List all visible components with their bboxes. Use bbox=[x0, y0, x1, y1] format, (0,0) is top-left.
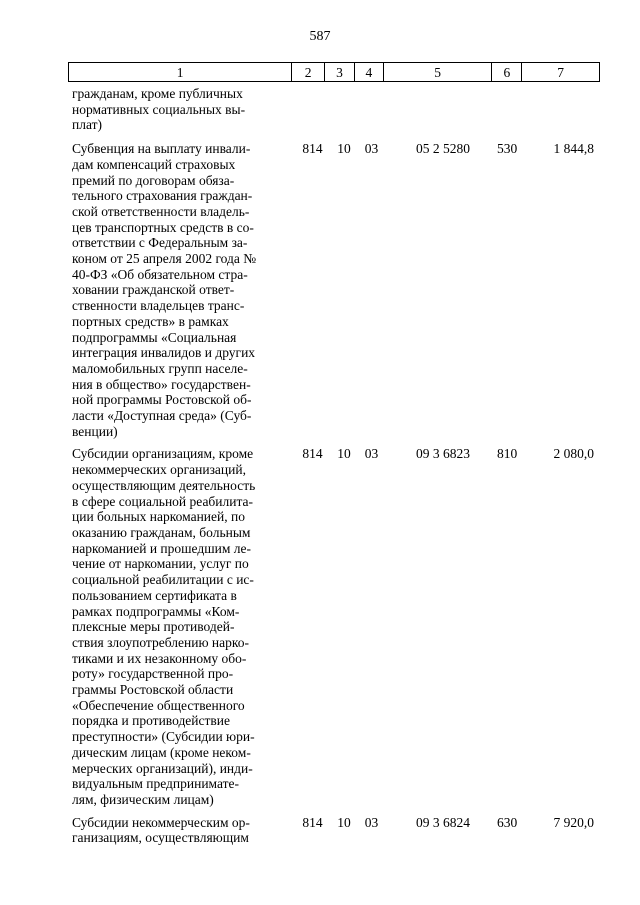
row-description: гражданам, кроме публичных нормативных социальных вы- плат) bbox=[72, 86, 246, 133]
row-code-subsection: 03 bbox=[364, 446, 379, 462]
header-col-5: 5 bbox=[384, 63, 493, 81]
row-code-expense-type bbox=[493, 86, 523, 133]
header-col-3: 3 bbox=[325, 63, 355, 81]
row-code-section: 10 bbox=[337, 814, 351, 830]
header-col-2: 2 bbox=[292, 63, 325, 81]
row-code-subsection: 03 bbox=[364, 814, 379, 830]
row-code-ministry: 814 bbox=[302, 446, 323, 462]
row-code-target bbox=[384, 86, 493, 133]
table-row bbox=[68, 86, 600, 133]
row-code-subsection: 03 bbox=[364, 141, 379, 157]
row-code-target: 09 3 6823 bbox=[416, 446, 470, 462]
row-description: Субвенция на выплату инвали- дам компенсаций страховых премий по договорам обяза- тельного страхования граждан- ской ответственности владель- цев транспортных средств в со- ответствии с Федеральным за- коном от 25 апреля 2002 года № 40-ФЗ «Об обязательном стра- ховании гражданской ответ- ственности владельцев транс- портных средств» в рамках подпрограммы «Социальная интеграция инвалидов и других маломобильных групп населе- ния в общество» государствен- ной программы Ростовской об- ласти «Доступная среда» (Суб- венции) bbox=[72, 141, 257, 439]
row-code-subsection bbox=[355, 86, 384, 133]
row-description: Субсидии организациям, кроме некоммерческих организаций, осуществляющим деятельность в сфере социальной реабилита- ции больных наркоманией, по оказанию гражданам, больным наркоманией и прошедшим ле- чение от наркомании, услуг по социальной реабилитации с ис- пользованием сертификата в рамках подпрограммы «Ком- плексные меры противодей- ствия злоупотреблению нарко- тиками и их незаконному обо- роту» государственной про- граммы Ростовской области «Обеспечение общественного порядка и противодействие преступности» (Субсидии юри- дическим лицам (кроме неком- мерческих организаций), инди- видуальным предпринимате- лям, физическим лицам) bbox=[72, 446, 256, 807]
row-code-section bbox=[325, 86, 355, 133]
row-code-section: 10 bbox=[337, 141, 351, 157]
header-col-1: 1 bbox=[69, 63, 292, 81]
row-code-ministry: 814 bbox=[302, 814, 323, 830]
row-code-expense-type: 810 bbox=[497, 446, 518, 462]
row-description: Субсидии некоммерческим ор- ганизациям, осуществляющим bbox=[72, 814, 250, 846]
row-code-target: 09 3 6824 bbox=[416, 814, 470, 830]
row-amount: 2 080,0 bbox=[553, 446, 594, 462]
row-code-expense-type: 630 bbox=[497, 814, 518, 830]
table-body bbox=[68, 86, 600, 846]
row-amount: 7 920,0 bbox=[553, 814, 594, 830]
header-col-6: 6 bbox=[492, 63, 522, 81]
row-code-expense-type: 530 bbox=[497, 141, 518, 157]
table-row bbox=[68, 815, 600, 846]
row-amount: 1 844,8 bbox=[553, 141, 594, 157]
header-col-4: 4 bbox=[355, 63, 384, 81]
row-code-target: 05 2 5280 bbox=[416, 141, 470, 157]
header-col-7: 7 bbox=[557, 65, 565, 80]
row-code-ministry bbox=[292, 86, 325, 133]
row-code-section: 10 bbox=[337, 446, 351, 462]
row-code-ministry: 814 bbox=[302, 141, 323, 157]
table-row bbox=[68, 446, 600, 807]
table-row bbox=[68, 141, 600, 439]
row-amount bbox=[523, 86, 600, 133]
page-number: 587 bbox=[309, 29, 331, 44]
table-header bbox=[68, 62, 600, 82]
